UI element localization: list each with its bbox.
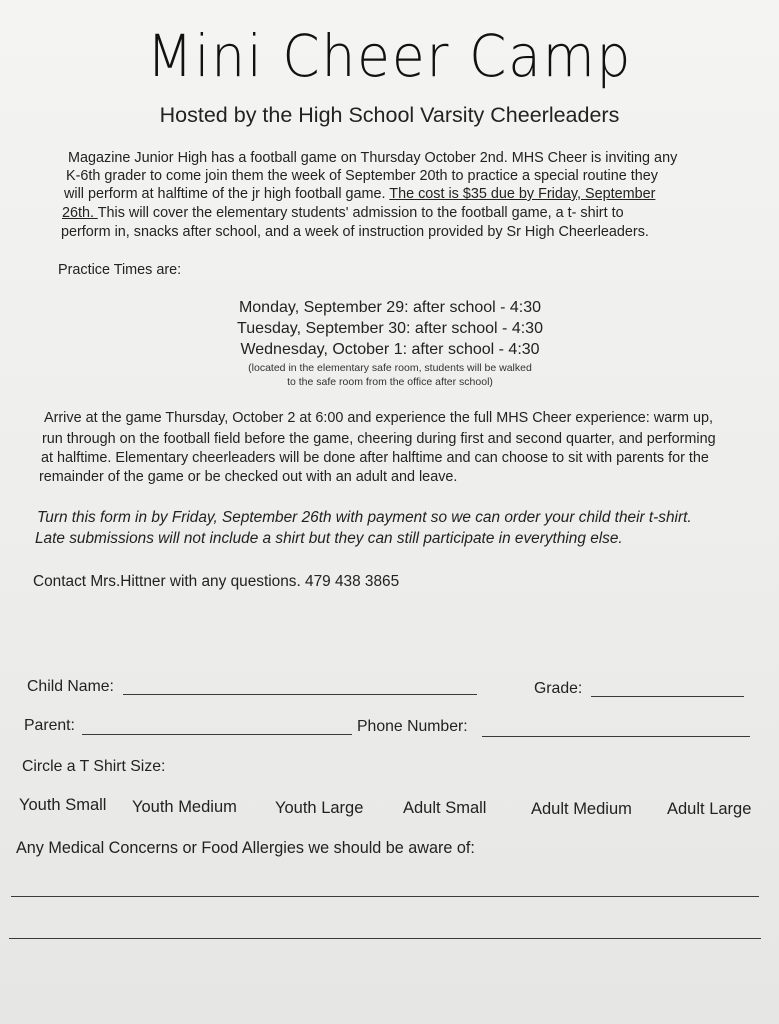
phone-blank[interactable]	[482, 736, 750, 737]
intro-line-3-text: will perform at halftime of the jr high football game.	[64, 186, 390, 202]
intro-line-2: K-6th grader to come join them the week of September 20th to practice a special routine they	[66, 168, 658, 184]
location-note-2: to the safe room from the office after school)	[287, 376, 493, 388]
cost-highlight-date: 26th.	[62, 205, 98, 221]
cost-highlight: The cost is $35 due by Friday, September	[389, 186, 656, 202]
intro-line-5: perform in, snacks after school, and a week of instruction provided by Sr High Cheerleaders.	[61, 224, 649, 240]
location-note-1: (located in the elementary safe room, students will be walked	[248, 362, 532, 374]
size-option-adult-medium[interactable]: Adult Medium	[531, 800, 632, 818]
child-name-label: Child Name:	[27, 678, 114, 695]
parent-label: Parent:	[24, 717, 75, 734]
grade-blank[interactable]	[591, 696, 744, 697]
size-option-youth-medium[interactable]: Youth Medium	[132, 798, 237, 816]
medical-blank-1[interactable]	[11, 896, 759, 897]
intro-line-3	[64, 185, 655, 204]
parent-blank[interactable]	[82, 734, 352, 735]
game-line-1: Arrive at the game Thursday, October 2 at 6:00 and experience the full MHS Cheer experience: warm up,	[44, 410, 713, 426]
intro-line-4	[62, 204, 624, 223]
intro-line-4-text: This will cover the elementary students' admission to the football game, a t- shirt to	[97, 205, 624, 221]
game-line-2: run through on the football field before the game, cheering during first and second quarter, and performing	[42, 431, 716, 447]
contact-info: Contact Mrs.Hittner with any questions. 479 438 3865	[33, 573, 400, 590]
practice-time-1: Monday, September 29: after school - 4:30	[238, 299, 542, 316]
game-line-4: remainder of the game or be checked out with an adult and leave.	[39, 469, 458, 485]
deadline-line-2: Late submissions will not include a shirt but they can still participate in everything else.	[35, 530, 623, 547]
child-name-blank[interactable]	[123, 694, 477, 695]
size-option-youth-small[interactable]: Youth Small	[19, 796, 107, 814]
size-option-youth-large[interactable]: Youth Large	[275, 799, 364, 817]
phone-label: Phone Number:	[357, 718, 468, 735]
medical-blank-2[interactable]	[9, 938, 761, 939]
grade-label: Grade:	[534, 680, 583, 697]
shirt-size-label: Circle a T Shirt Size:	[22, 758, 166, 775]
deadline-line-1: Turn this form in by Friday, September 26th with payment so we can order your child their t-shirt.	[37, 509, 692, 526]
size-option-adult-small[interactable]: Adult Small	[403, 799, 487, 817]
page-subtitle: Hosted by the High School Varsity Cheerleaders	[159, 103, 620, 127]
size-option-adult-large[interactable]: Adult Large	[667, 800, 752, 818]
practice-heading: Practice Times are:	[58, 262, 182, 278]
practice-time-2: Tuesday, September 30: after school - 4:30	[237, 320, 543, 337]
game-line-3: at halftime. Elementary cheerleaders will be done after halftime and can choose to sit with parents for the	[41, 450, 709, 466]
medical-label: Any Medical Concerns or Food Allergies we should be aware of:	[16, 839, 475, 857]
intro-line-1: Magazine Junior High has a football game on Thursday October 2nd. MHS Cheer is inviting any	[68, 150, 678, 166]
page-title: Mini Cheer Camp	[146, 22, 633, 90]
practice-time-3: Wednesday, October 1: after school - 4:30	[240, 341, 540, 358]
